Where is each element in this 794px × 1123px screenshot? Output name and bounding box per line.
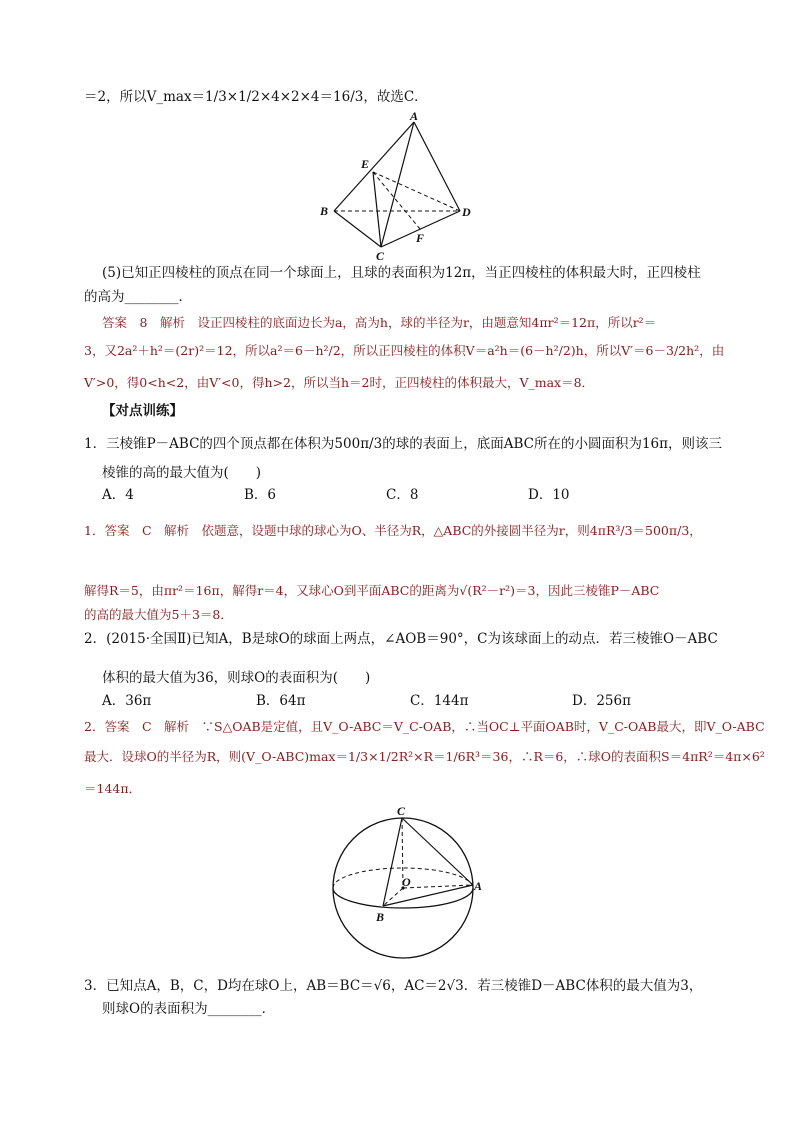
option-2c: C．144π bbox=[410, 693, 469, 709]
question-1-line2: 棱锥的高的最大值为( ) bbox=[102, 465, 262, 481]
label-C: C bbox=[376, 249, 385, 263]
solution-line-prev: ＝2，所以V_max＝1/3×1/2×4×2×4＝16/3，故选C． bbox=[84, 89, 428, 105]
answer-5-line3: V′>0，得0<h<2，由V′<0，得h>2，所以当h＝2时，正四棱柱的体积最大，V_max＝8． bbox=[84, 375, 595, 390]
option-1c: C．8 bbox=[386, 487, 419, 503]
option-1d: D．10 bbox=[528, 487, 570, 503]
answer-1-line2: 解得R＝5，由πr²＝16π，解得r＝4，又球心O到平面ABC的距离为√(R²－r²)＝3，因此三棱锥P－ABC bbox=[84, 583, 660, 598]
answer-1-line3: 的高的最大值为5＋3＝8． bbox=[84, 607, 233, 622]
label-E: E bbox=[361, 157, 370, 171]
question-5-line2: 的高为________． bbox=[84, 289, 192, 305]
answer-5-line1: 答案 8 解析 设正四棱柱的底面边长为a，高为h，球的半径为r，由题意知4πr²＝12π，所以r²＝ bbox=[102, 315, 657, 330]
label-B2: B bbox=[376, 910, 385, 924]
answer-5-line2: 3，又2a²＋h²＝(2r)²＝12，所以a²＝6－h²/2，所以正四棱柱的体积V＝a²h＝(6－h²/2)h，所以V′＝6－3/2h²，由 bbox=[84, 343, 725, 358]
question-3-line1: 3．已知点A，B，C，D均在球O上，AB＝BC＝√6，AC＝2√3．若三棱锥D－ABC体积的最大值为3， bbox=[84, 978, 703, 994]
option-2d: D．256π bbox=[572, 693, 631, 709]
option-1b: B．6 bbox=[244, 487, 277, 503]
question-2-line1: 2．(2015·全国Ⅱ)已知A，B是球O的球面上两点，∠AOB＝90°，C为该球面上的动点．若三棱锥O－ABC bbox=[84, 631, 718, 647]
answer-2-line2: 最大．设球O的半径为R，则(V_O-ABC)max＝1/3×1/2R²×R＝1/6R³＝36，∴R＝6，∴球O的表面积S＝4πR²＝4π×6² bbox=[84, 749, 765, 764]
answer-2-line3: ＝144π． bbox=[84, 781, 142, 796]
option-2b: B．64π bbox=[256, 693, 306, 709]
tetrahedron-figure bbox=[316, 109, 476, 263]
question-1-options bbox=[102, 484, 570, 506]
section-heading: 【对点训练】 bbox=[102, 403, 183, 419]
label-F: F bbox=[416, 231, 425, 245]
label-A2: A bbox=[474, 879, 483, 893]
label-D: D bbox=[462, 205, 471, 219]
label-O: O bbox=[402, 875, 411, 889]
answer-1-line1: 1．答案 C 解析 依题意，设题中球的球心为O、半径为R，△ABC的外接圆半径为r，则4πR³/3＝500π/3， bbox=[84, 523, 702, 538]
answer-2-line1: 2．答案 C 解析 ∵S△OAB是定值，且V_O-ABC＝V_C-OAB，∴当OC⊥平面OAB时，V_C-OAB最大，即V_O-ABC bbox=[84, 719, 765, 734]
question-2-line2: 体积的最大值为36，则球O的表面积为( ) bbox=[102, 670, 371, 686]
question-5-line1: (5)已知正四棱柱的顶点在同一个球面上，且球的表面积为12π，当正四棱柱的体积最大时，正四棱柱 bbox=[102, 265, 701, 281]
option-2a: A．36π bbox=[102, 693, 152, 709]
question-3-line2: 则球O的表面积为________． bbox=[102, 1001, 276, 1017]
sphere-figure bbox=[318, 804, 488, 974]
question-1-line1: 1．三棱锥P－ABC的四个顶点都在体积为500π/3的球的表面上，底面ABC所在的小圆面积为16π，则该三 bbox=[84, 436, 722, 452]
label-B: B bbox=[320, 204, 329, 218]
option-1a: A．4 bbox=[102, 487, 134, 503]
label-C2: C bbox=[397, 804, 406, 818]
label-A: A bbox=[410, 109, 419, 123]
question-2-options bbox=[102, 690, 631, 712]
